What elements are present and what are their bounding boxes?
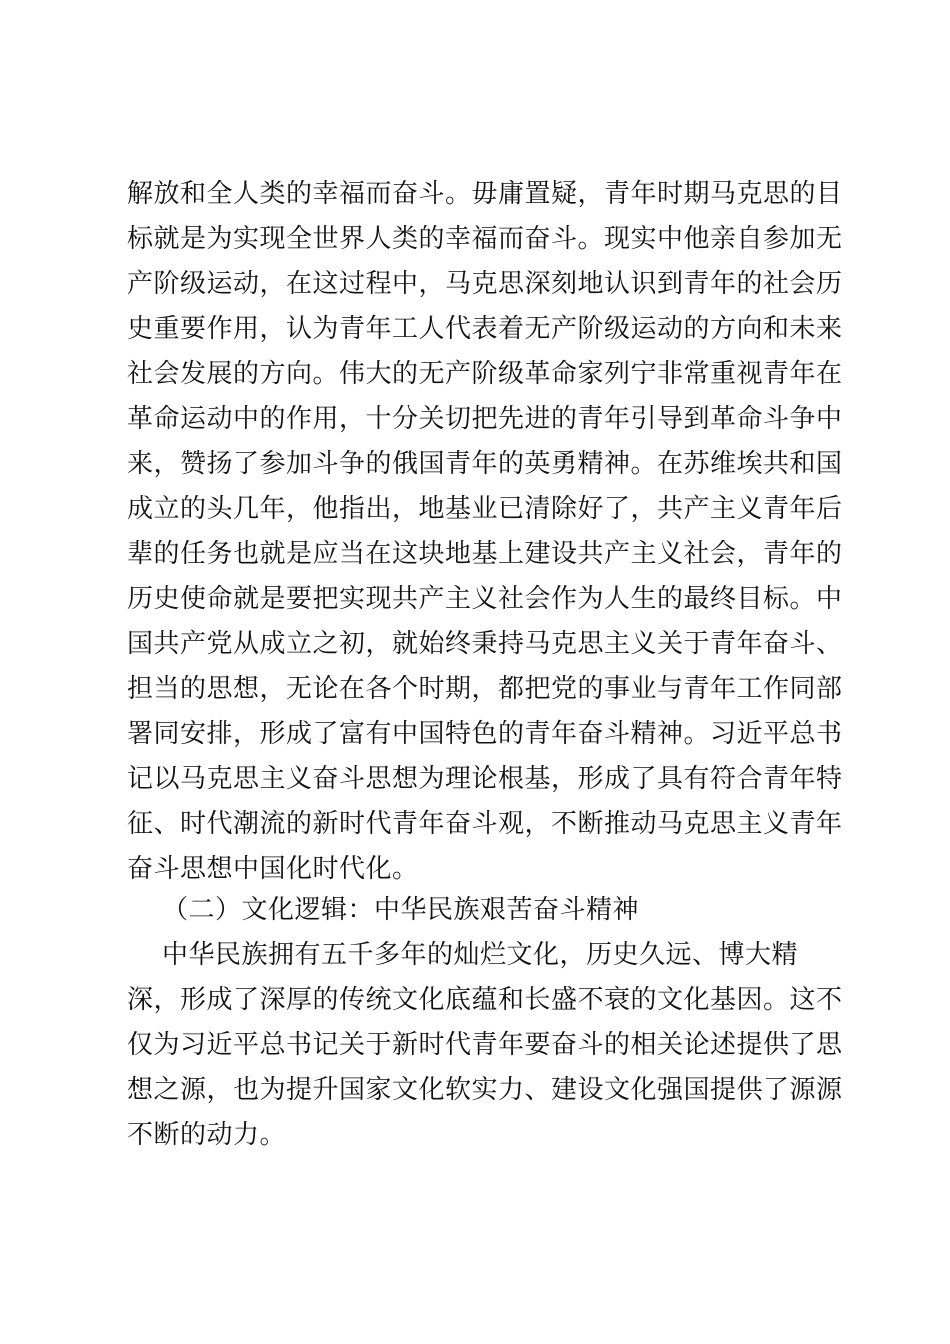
text-line: 深，形成了深厚的传统文化底蕴和长盛不衰的文化基因。这不 <box>127 985 843 1015</box>
text-line: 担当的思想，无论在各个时期，都把党的事业与青年工作同部 <box>127 674 843 704</box>
paragraph-2 <box>127 933 847 1158</box>
text-line: 征、时代潮流的新时代青年奋斗观，不断推动马克思主义青年 <box>127 809 843 839</box>
section-heading <box>127 888 847 933</box>
section-heading-text: （二）文化逻辑：中华民族艰苦奋斗精神 <box>127 895 640 925</box>
text-line: 标就是为实现全世界人类的幸福而奋斗。现实中他亲自参加无 <box>127 224 843 254</box>
text-line: 国共产党从成立之初，就始终秉持马克思主义关于青年奋斗、 <box>127 629 843 659</box>
text-line: 仅为习近平总书记关于新时代青年要奋斗的相关论述提供了思 <box>127 1030 843 1060</box>
paragraph-1 <box>127 172 847 892</box>
text-line: 辈的任务也就是应当在这块地基上建设共产主义社会，青年的 <box>127 539 843 569</box>
text-line: 社会发展的方向。伟大的无产阶级革命家列宁非常重视青年在 <box>127 359 843 389</box>
text-line: 产阶级运动，在这过程中，马克思深刻地认识到青年的社会历 <box>127 269 843 299</box>
text-line: 成立的头几年，他指出，地基业已清除好了，共产主义青年后 <box>127 494 843 524</box>
text-line: 署同安排，形成了富有中国特色的青年奋斗精神。习近平总书 <box>127 719 843 749</box>
text-line: 历史使命就是要把实现共产主义社会作为人生的最终目标。中 <box>127 584 843 614</box>
text-line: 史重要作用，认为青年工人代表着无产阶级运动的方向和未来 <box>127 314 843 344</box>
text-line: 革命运动中的作用，十分关切把先进的青年引导到革命斗争中 <box>127 404 843 434</box>
text-line: 不断的动力。 <box>127 1120 287 1150</box>
text-line: 来，赞扬了参加斗争的俄国青年的英勇精神。在苏维埃共和国 <box>127 449 843 479</box>
text-line: 解放和全人类的幸福而奋斗。毋庸置疑，青年时期马克思的目 <box>127 179 843 209</box>
text-line: 想之源，也为提升国家文化软实力、建设文化强国提供了源源 <box>127 1075 843 1105</box>
text-line: 中华民族拥有五千多年的灿烂文化，历史久远、博大精 <box>127 940 799 970</box>
text-line: 奋斗思想中国化时代化。 <box>127 854 419 884</box>
text-line: 记以马克思主义奋斗思想为理论根基，形成了具有符合青年特 <box>127 764 843 794</box>
